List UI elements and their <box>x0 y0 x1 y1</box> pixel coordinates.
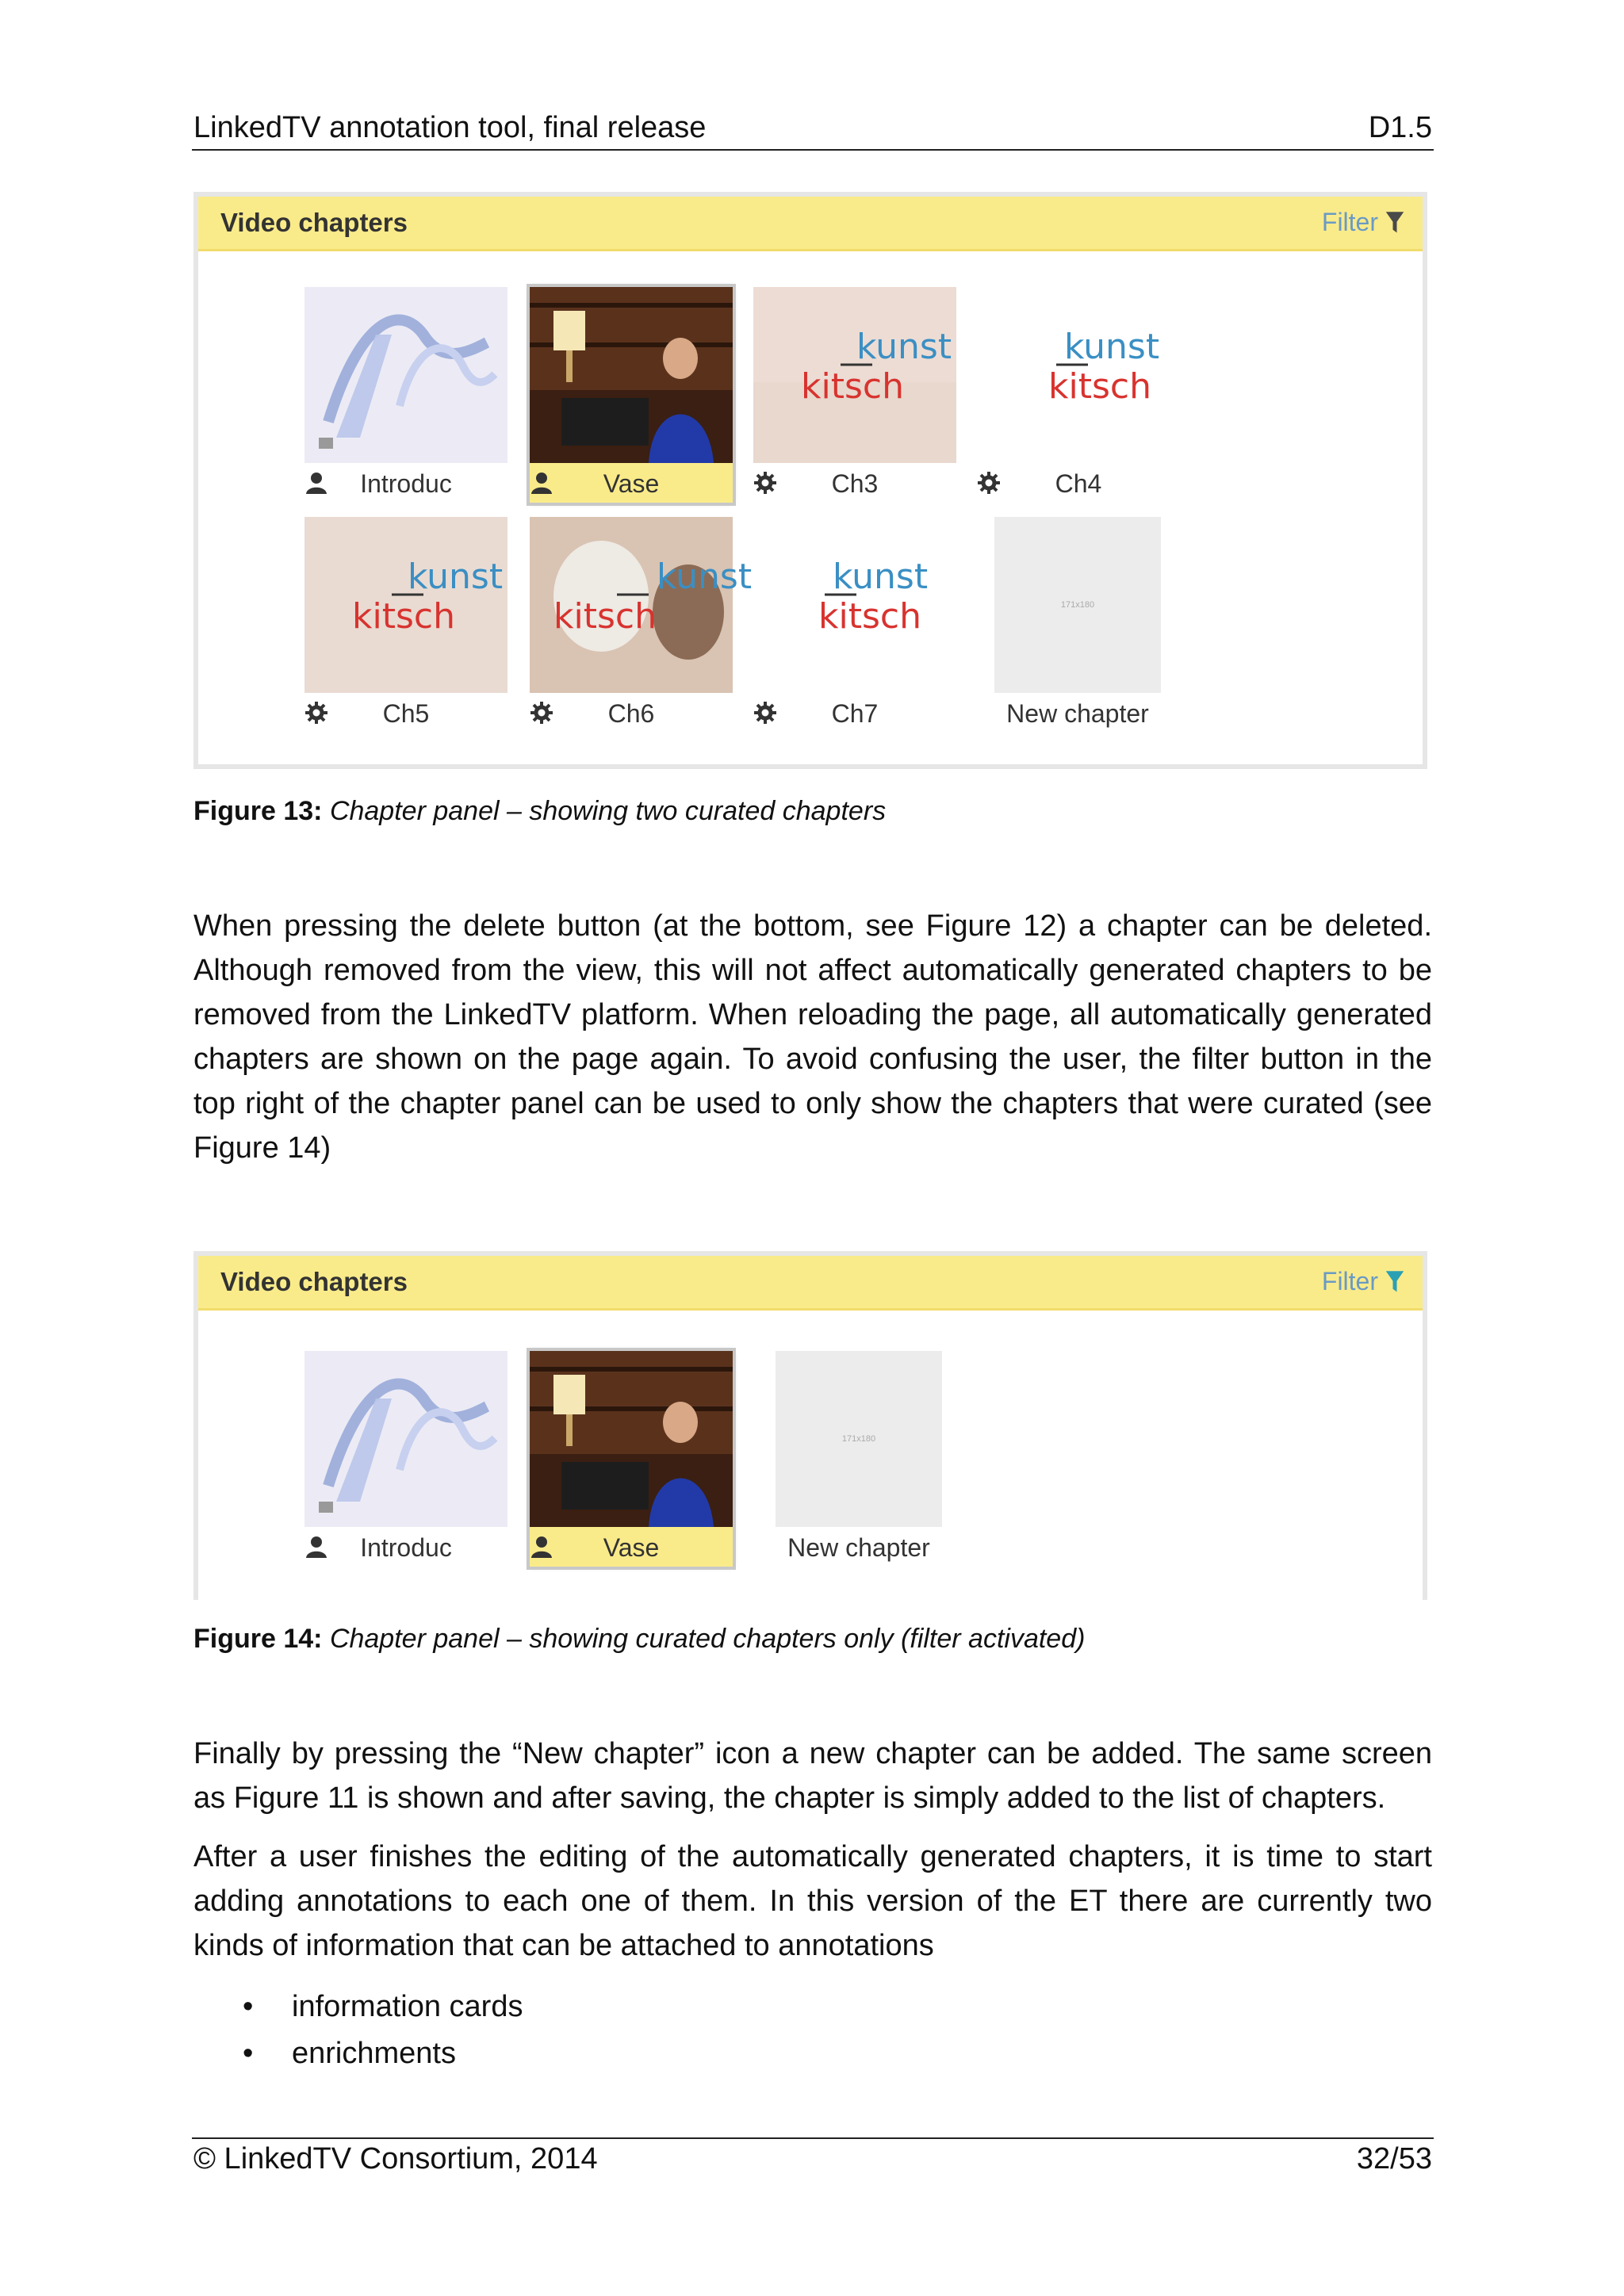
svg-text:kitsch: kitsch <box>818 596 921 637</box>
filter-button[interactable] <box>1322 208 1405 237</box>
filter-label: Filter <box>1321 208 1378 236</box>
kunst-kitsch-portrait-image <box>530 517 753 693</box>
chapter-tile-introduc[interactable] <box>304 287 508 503</box>
chapter-panel-figure-13 <box>193 192 1427 769</box>
caption-text: Chapter panel – showing curated chapters only (filter activated) <box>329 1624 1086 1654</box>
svg-text:kitsch: kitsch <box>352 596 455 637</box>
page-number: 32/53 <box>1356 2142 1432 2175</box>
logo-image <box>304 287 508 463</box>
svg-text:kitsch: kitsch <box>801 366 904 407</box>
header-divider <box>192 149 1434 151</box>
document-header-title: LinkedTV annotation tool, final release <box>193 111 707 144</box>
chapter-label: Ch4 <box>1055 469 1102 498</box>
chapter-tile-ch3[interactable] <box>753 287 956 503</box>
chapter-label: Vase <box>603 469 660 498</box>
new-chapter-tile[interactable] <box>776 1351 942 1567</box>
chapter-footer <box>776 1527 942 1567</box>
chapter-label: New chapter <box>787 1533 930 1562</box>
chapter-footer <box>530 693 733 733</box>
svg-text:kunst: kunst <box>833 557 929 597</box>
chapter-label: Ch3 <box>831 469 879 498</box>
kunst-kitsch-image <box>304 517 508 693</box>
figure-13-caption <box>193 796 886 827</box>
kunst-kitsch-image <box>753 517 956 693</box>
document-code: D1.5 <box>1368 111 1432 144</box>
chapter-thumbnail <box>304 517 508 693</box>
svg-text:kitsch: kitsch <box>553 596 657 637</box>
filter-label: Filter <box>1321 1267 1378 1295</box>
footer-divider <box>192 2137 1434 2139</box>
chapter-label: Vase <box>603 1533 660 1562</box>
chapter-thumbnail <box>304 287 508 463</box>
list-item: • enrichments <box>238 2030 523 2077</box>
placeholder-thumbnail: 171x180 <box>994 517 1161 693</box>
panel-title: Video chapters <box>220 1267 408 1296</box>
svg-text:kitsch: kitsch <box>1048 366 1151 407</box>
chapter-footer <box>530 1527 733 1567</box>
scene-image <box>530 287 733 463</box>
placeholder-thumbnail: 171x180 <box>776 1351 942 1527</box>
caption-text: Chapter panel – showing two curated chapters <box>329 796 887 826</box>
chapter-footer <box>304 693 508 733</box>
chapter-tile-vase[interactable] <box>530 287 733 503</box>
chapter-thumbnail <box>977 287 1180 463</box>
chapter-footer <box>530 463 733 503</box>
filter-icon <box>1385 211 1405 235</box>
chapter-label: Ch6 <box>607 699 655 728</box>
chapter-tile-ch4[interactable] <box>977 287 1180 503</box>
caption-label: Figure 14: <box>193 1624 323 1654</box>
kunst-kitsch-image <box>977 287 1180 463</box>
panel-title: Video chapters <box>220 208 408 237</box>
chapter-tile-introduc[interactable] <box>304 1351 508 1567</box>
chapter-tile-ch7[interactable] <box>753 517 956 733</box>
list-item: • information cards <box>238 1984 523 2030</box>
svg-text:kunst: kunst <box>856 327 952 367</box>
chapter-tile-vase[interactable] <box>530 1351 733 1567</box>
chapter-thumbnail <box>753 517 956 693</box>
footer-copyright: © LinkedTV Consortium, 2014 <box>193 2142 598 2175</box>
filter-icon <box>1385 1270 1405 1294</box>
chapter-label: New chapter <box>1006 699 1149 728</box>
panel-header <box>198 197 1423 251</box>
paragraph-new-chapter: Finally by pressing the “New chapter” icon a new chapter can be added. The same screen as Figure 11 is shown and after saving, the chapter is simply added to the list of chapters. <box>193 1737 1432 1815</box>
filter-button[interactable] <box>1322 1267 1405 1296</box>
paragraph-annotations: After a user finishes the editing of the automatically generated chapters, it is time to start adding annotations to each one of them. In this version of the ET there are currently two kinds of information that can be attached to annotations <box>193 1840 1432 1962</box>
chapter-thumbnail <box>304 1351 508 1527</box>
scene-image <box>530 1351 733 1527</box>
chapter-footer <box>304 463 508 503</box>
chapter-footer <box>753 693 956 733</box>
svg-text:kunst: kunst <box>408 557 504 597</box>
paragraph-delete-filter: When pressing the delete button (at the bottom, see Figure 12) a chapter can be deleted. Although removed from the view, this will not affect automatically generated chapters to be removed from the LinkedTV platform. When reloading the page, all automatically generated chapters are shown on the page again. To avoid confusing the user, the filter button in the top right of the chapter panel can be used to only show the chapters that were curated (see Figure 14) <box>193 909 1432 1165</box>
chapter-tile-ch6[interactable] <box>530 517 753 733</box>
chapter-thumbnail <box>753 287 956 463</box>
svg-text:kunst: kunst <box>1064 327 1160 367</box>
chapter-label: Ch7 <box>831 699 879 728</box>
caption-label: Figure 13: <box>193 796 323 826</box>
chapter-thumbnail <box>530 1351 733 1527</box>
chapter-thumbnail <box>530 287 733 463</box>
chapter-label: Introduc <box>360 469 452 498</box>
chapter-footer <box>304 1527 508 1567</box>
chapter-footer <box>994 693 1161 733</box>
annotation-kinds-list <box>238 1984 523 2077</box>
chapter-panel-figure-14 <box>193 1251 1427 1600</box>
chapter-label: Ch5 <box>382 699 430 728</box>
chapter-tile-ch5[interactable] <box>304 517 508 733</box>
chapter-footer <box>753 463 956 503</box>
chapter-label: Introduc <box>360 1533 452 1562</box>
kunst-kitsch-image <box>753 287 956 463</box>
chapter-footer <box>977 463 1180 503</box>
svg-text:kunst: kunst <box>657 557 753 597</box>
panel-header <box>198 1256 1423 1311</box>
figure-14-caption <box>193 1624 1085 1655</box>
chapter-thumbnail <box>530 517 753 693</box>
logo-image <box>304 1351 508 1527</box>
new-chapter-tile[interactable] <box>994 517 1161 733</box>
